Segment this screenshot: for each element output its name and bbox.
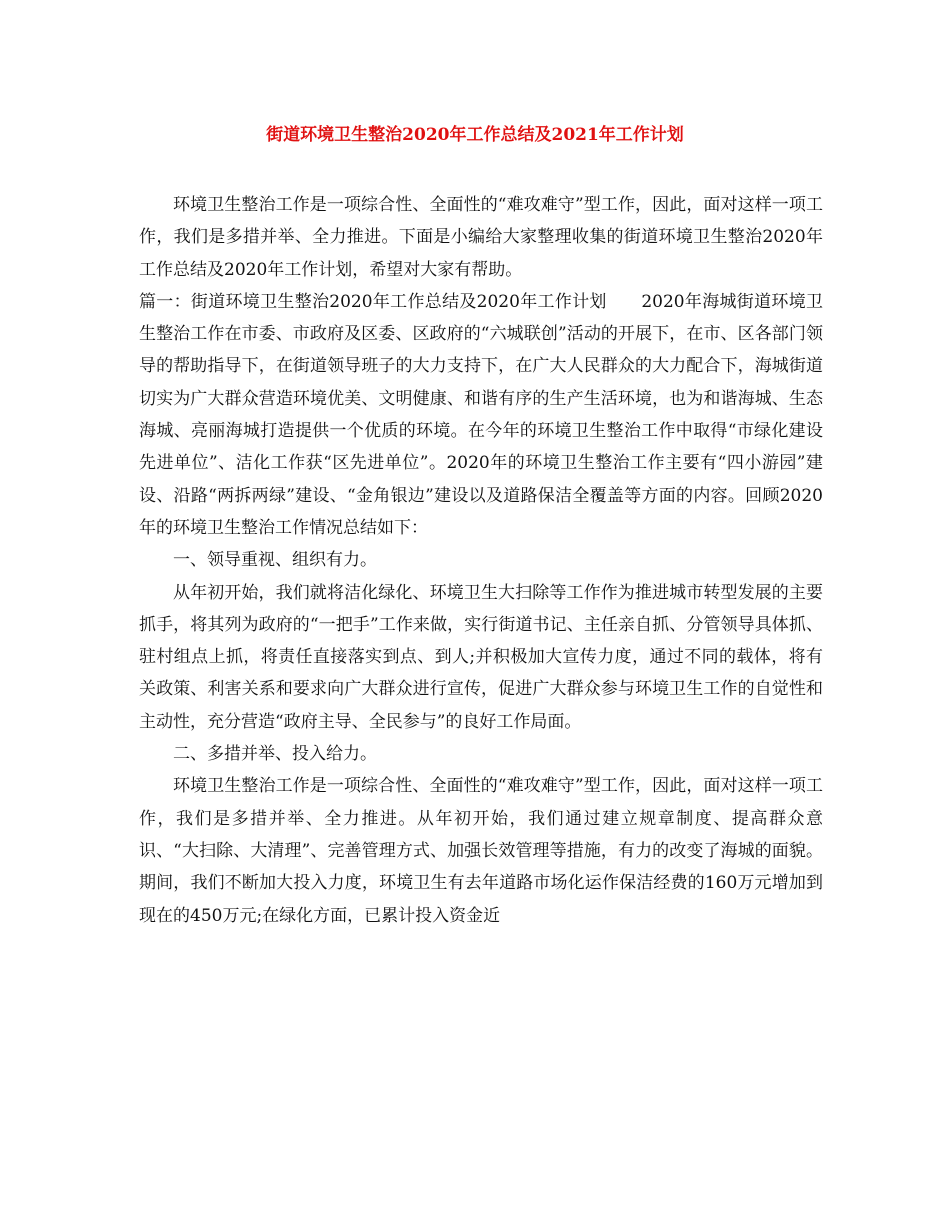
intro-paragraph: 环境卫生整治工作是一项综合性、全面性的“难攻难守”型工作，因此，面对这样一项工作，我们是多措并举、全力推进。下面是小编给大家整理收集的街道环境卫生整治2020年工作总结及2020年工作计划，希望对大家有帮助。: [139, 195, 823, 280]
section-1-paragraph: 从年初开始，我们就将洁化绿化、环境卫生大扫除等工作作为推进城市转型发展的主要抓手，将其列为政府的“一把手”工作来做，实行街道书记、主任亲自抓、分管领导具体抓、驻村组点上抓，将责任直接落实到点、到人;并积极加大宣传力度，通过不同的载体，将有关政策、利害关系和要求向广大群众进行宣传，促进广大群众参与环境卫生工作的自觉性和主动性，充分营造“政府主导、全民参与”的良好工作局面。: [139, 582, 823, 732]
document-body: [139, 189, 823, 932]
section-heading-2: 二、多措并举、投入给力。: [173, 744, 377, 765]
section-heading-1: 一、领导重视、组织有力。: [173, 550, 377, 571]
document-title: 街道环境卫生整治2020年工作总结及2021年工作计划: [266, 125, 684, 145]
chapter-one-paragraph: 篇一：街道环境卫生整治2020年工作总结及2020年工作计划 2020年海城街道环境卫生整治工作在市委、市政府及区委、区政府的“六城联创”活动的开展下，在市、区各部门领导的帮助指导下，在街道领导班子的大力支持下，在广大人民群众的大力配合下，海城街道切实为广大群众营造环境优美、文明健康、和谐有序的生产生活环境，也为和谐海城、生态海城、亮丽海城打造提供一个优质的环境。在今年的环境卫生整治工作中取得“市绿化建设先进单位”、洁化工作获“区先进单位”。2020年的环境卫生整治工作主要有“四小游园”建设、沿路“两拆两绿”建设、“金角银边”建设以及道路保洁全覆盖等方面的内容。回顾2020年的环境卫生整治工作情况总结如下：: [139, 291, 823, 538]
section-2-paragraph: 环境卫生整治工作是一项综合性、全面性的“难攻难守”型工作，因此，面对这样一项工作，我们是多措并举、全力推进。从年初开始，我们通过建立规章制度、提高群众意识、“大扫除、大清理”、完善管理方式、加强长效管理等措施，有力的改变了海城的面貌。期间，我们不断加大投入力度，环境卫生有去年道路市场化运作保洁经费的160万元增加到现在的450万元;在绿化方面，已累计投入资金近: [139, 776, 823, 926]
